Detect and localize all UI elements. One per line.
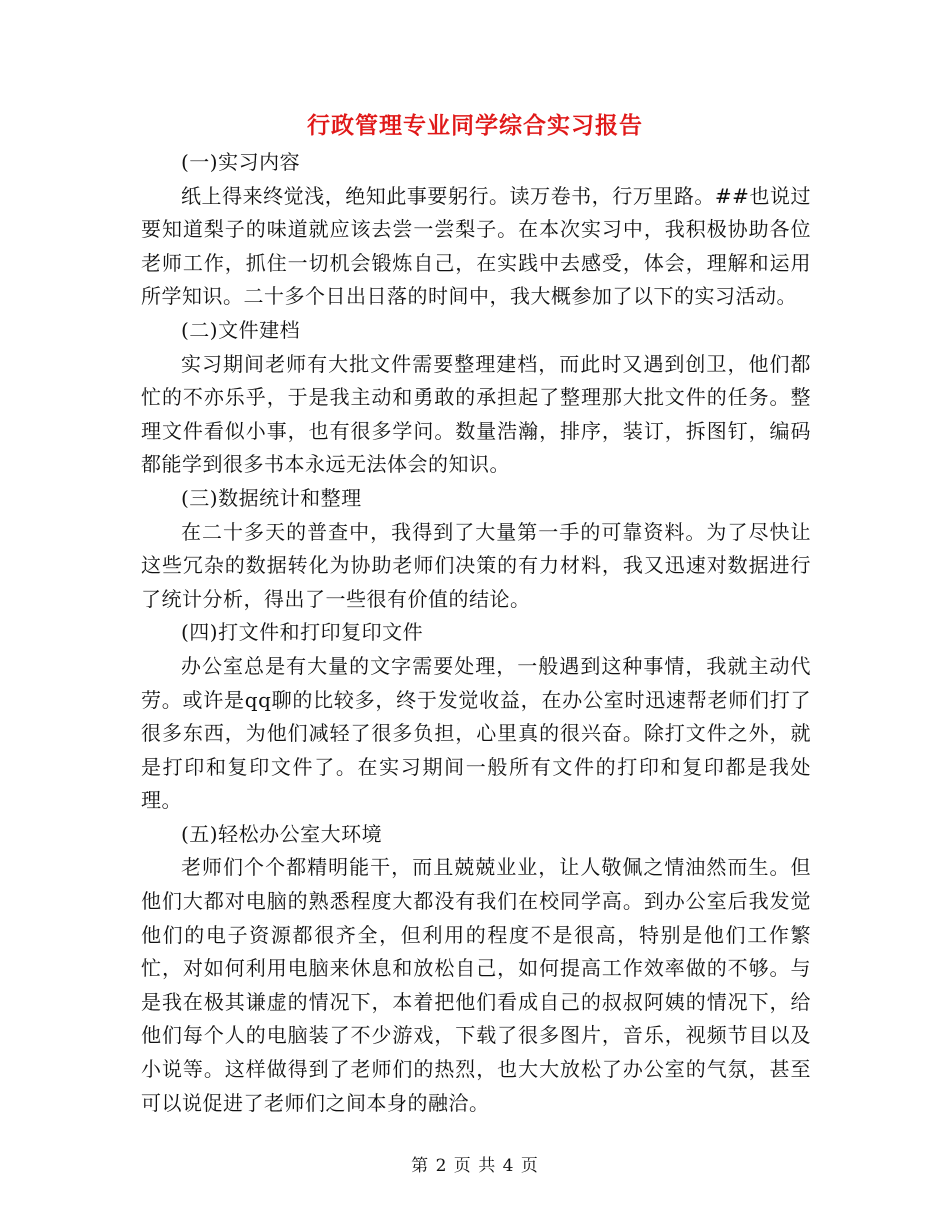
paragraph: 实习期间老师有大批文件需要整理建档，而此时又遇到创卫，他们都忙的不亦乐乎，于是我主动和勇敢的承担起了整理那大批文件的任务。整理文件看似小事，也有很多学问。数量浩瀚，排序，装订，拆图钉，编码都能学到很多书本永远无法体会的知识。: [141, 351, 811, 477]
paragraph: 纸上得来终觉浅，绝知此事要躬行。读万卷书，行万里路。##也说过要知道梨子的味道就应该去尝一尝梨子。在本次实习中，我积极协助各位老师工作，抓住一切机会锻炼自己，在实践中去感受，体会，理解和运用所学知识。二十多个日出日落的时间中，我大概参加了以下的实习活动。: [141, 183, 811, 309]
section-heading: (四)打文件和打印复印文件: [181, 620, 424, 645]
paragraph: 办公室总是有大量的文字需要处理，一般遇到这种事情，我就主动代劳。或许是qq聊的比较多，终于发觉收益，在办公室时迅速帮老师们打了很多东西，为他们减轻了很多负担，心里真的很兴奋。除打文件之外，就是打印和复印文件了。在实习期间一般所有文件的打印和复印都是我处理。: [141, 653, 811, 813]
section-heading: (三)数据统计和整理: [181, 485, 362, 510]
page-footer: 第 2 页 共 4 页: [411, 1156, 539, 1176]
paragraph: 老师们个个都精明能干，而且兢兢业业，让人敬佩之情油然而生。但他们大都对电脑的熟悉程度大都没有我们在校同学高。到办公室后我发觉他们的电子资源都很齐全，但利用的程度不是很高，特别是他们工作繁忙，对如何利用电脑来休息和放松自己，如何提高工作效率做的不够。与是我在极其谦虚的情况下，本着把他们看成自己的叔叔阿姨的情况下，给他们每个人的电脑装了不少游戏，下载了很多图片，音乐，视频节目以及小说等。这样做得到了老师们的热烈，也大大放松了办公室的气氛，甚至可以说促进了老师们之间本身的融洽。: [141, 855, 811, 1115]
document-body: [141, 146, 811, 1120]
section-heading: (二)文件建档: [181, 317, 301, 342]
paragraph: 在二十多天的普查中，我得到了大量第一手的可靠资料。为了尽快让这些冗杂的数据转化为协助老师们决策的有力材料，我又迅速对数据进行了统计分析，得出了一些很有价值的结论。: [141, 519, 811, 611]
document-title: 行政管理专业同学综合实习报告: [307, 112, 643, 139]
section-heading: (五)轻松办公室大环境: [181, 821, 383, 846]
section-heading: (一)实习内容: [181, 150, 301, 174]
